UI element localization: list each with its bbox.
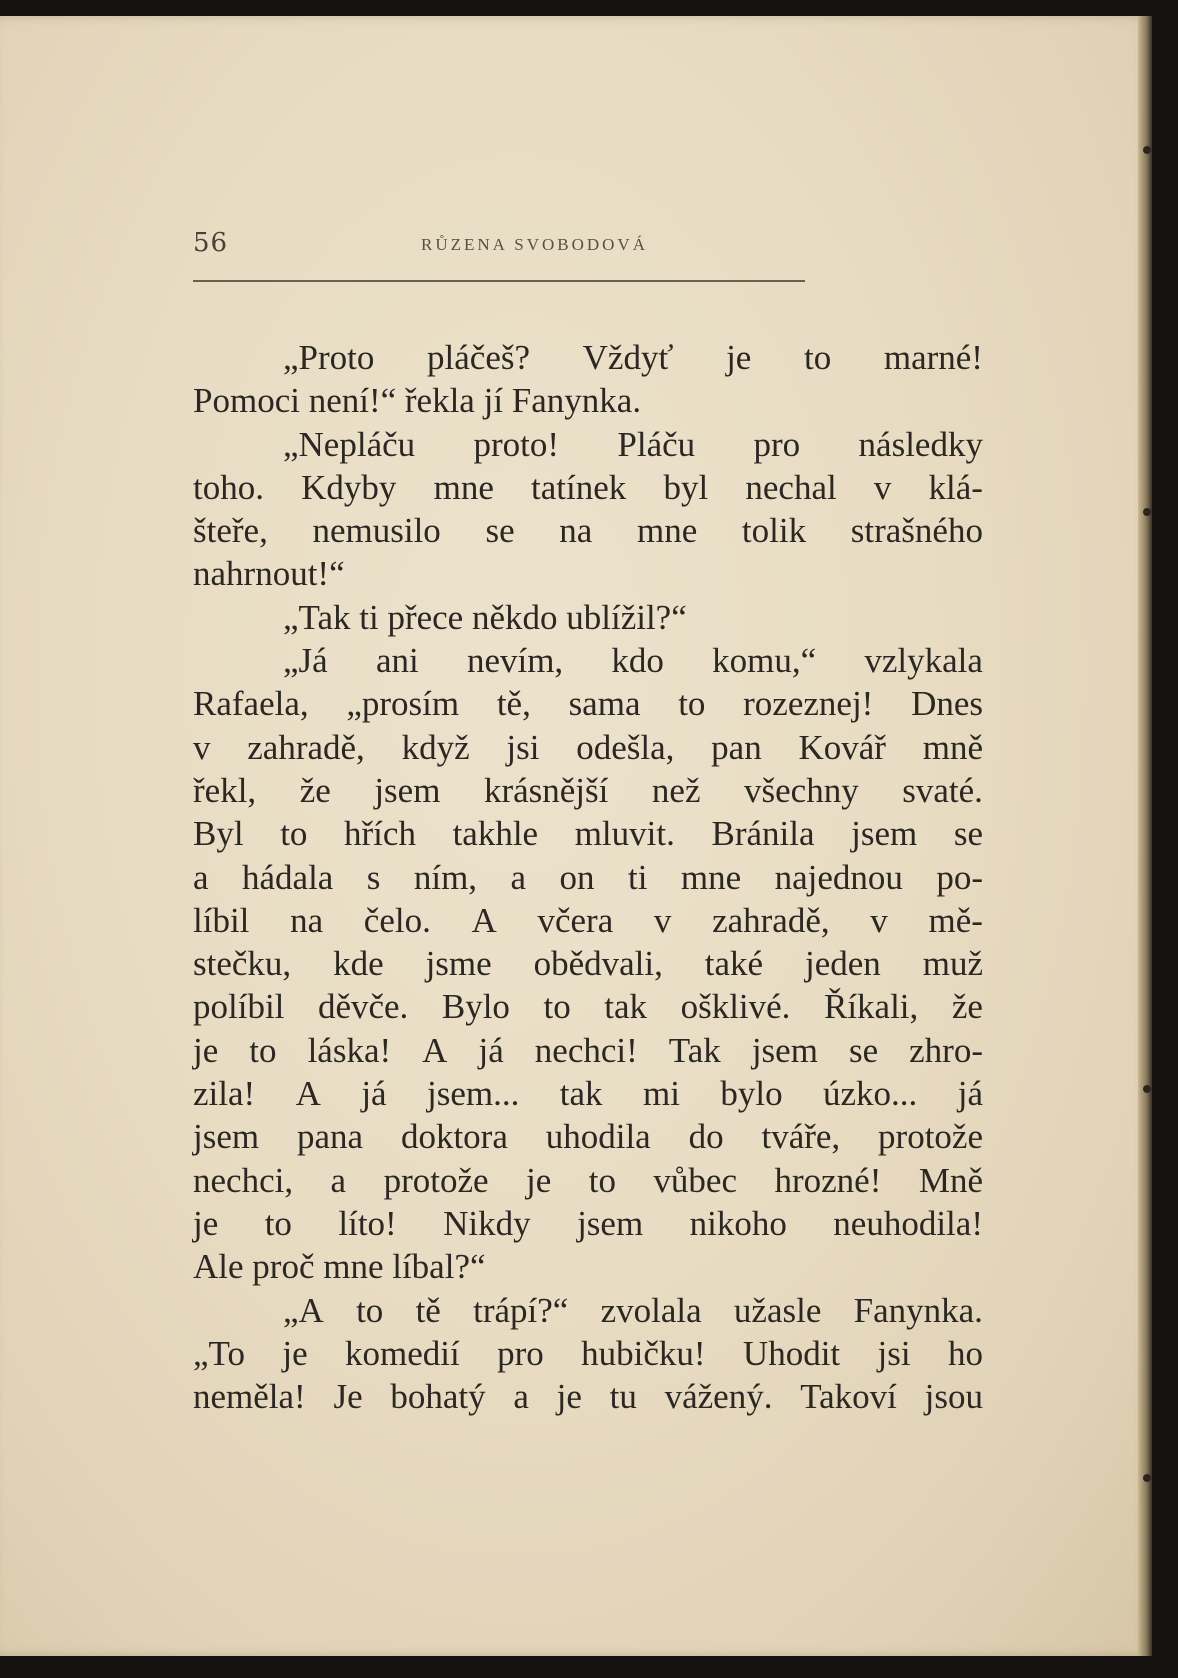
word: že [951, 987, 983, 1027]
word: to [249, 1030, 277, 1070]
word: s [366, 857, 381, 897]
word: to [264, 1203, 292, 1243]
word: Bránila [711, 814, 815, 854]
word: to [543, 987, 571, 1027]
word: takhle [452, 814, 539, 854]
text-line [193, 466, 983, 509]
word: hubičku! [581, 1333, 706, 1373]
word: neuhodila! [833, 1203, 983, 1243]
word: protože [383, 1160, 489, 1200]
word: jsem [193, 1117, 260, 1157]
word: následky [858, 424, 983, 464]
word: nikoho [689, 1203, 787, 1243]
word: A [422, 1030, 448, 1070]
word: jsem [751, 1030, 818, 1070]
word: líto! [338, 1203, 397, 1243]
word: strašného [850, 511, 983, 551]
word: krásnější [483, 770, 609, 810]
word: „To [193, 1333, 245, 1373]
word: včera [537, 900, 614, 940]
word: to [356, 1290, 384, 1330]
word: kde [333, 944, 384, 984]
word: doktora [400, 1117, 508, 1157]
word: zahradě, [712, 900, 830, 940]
word: sama [568, 684, 641, 724]
binding-mark [1143, 1474, 1151, 1482]
word: se [953, 814, 983, 854]
word: „Nepláču [283, 424, 416, 464]
text-line [193, 336, 983, 379]
word: je [193, 1203, 219, 1243]
word: on [559, 857, 595, 897]
word: než [651, 770, 701, 810]
word: nemusilo [312, 511, 441, 551]
text-line [193, 726, 983, 769]
word: se [485, 511, 515, 551]
word: hádala [242, 857, 334, 897]
word: ho [947, 1333, 983, 1373]
word: do [688, 1117, 724, 1157]
text-line: Pomoci není!“ řekla jí Fanynka. [193, 381, 642, 421]
word: uhodila [545, 1117, 651, 1157]
word: jsi [877, 1333, 911, 1373]
word: jsem... [427, 1074, 520, 1114]
text-line [193, 899, 983, 942]
word: tak [604, 987, 648, 1027]
word: jeden [805, 944, 881, 984]
word: v [653, 900, 672, 940]
word: bohatý [390, 1377, 486, 1417]
word: obědvali, [533, 944, 663, 984]
word: a [513, 1377, 529, 1417]
word: mne [680, 857, 742, 897]
word: byl [663, 467, 709, 507]
word: ani [375, 641, 419, 681]
word: klá- [928, 467, 983, 507]
word: to [588, 1160, 616, 1200]
word: svaté. [902, 770, 983, 810]
word: já [361, 1074, 387, 1114]
word: Byl [193, 814, 244, 854]
word: odešla, [576, 727, 675, 767]
word: na [290, 900, 324, 940]
word: nechci! [534, 1030, 638, 1070]
word: stečku, [193, 944, 292, 984]
word: zila! [193, 1074, 256, 1114]
word: tě [415, 1290, 441, 1330]
word: zvolala [600, 1290, 702, 1330]
word: v [873, 467, 892, 507]
binding-mark [1143, 508, 1151, 516]
word: „Já [283, 641, 328, 681]
text-line [193, 1332, 983, 1375]
word: v [193, 727, 211, 767]
word: mne [433, 467, 494, 507]
word: komu,“ [712, 641, 817, 681]
word: mluvit. [574, 814, 675, 854]
word: Fanynka. [853, 1290, 983, 1330]
body-text [193, 336, 983, 1418]
word: jsme [425, 944, 492, 984]
page-number: 56 [193, 228, 229, 258]
word: Vždyť [582, 338, 674, 377]
word: vážený. [664, 1377, 773, 1417]
text-line [193, 509, 983, 552]
word: Rafaela, [193, 684, 309, 724]
word: Tak [668, 1030, 721, 1070]
word: komedií [345, 1333, 460, 1373]
word: čelo. [363, 900, 431, 940]
word: je [282, 1333, 308, 1373]
text-line [193, 942, 983, 985]
word: toho. [193, 467, 264, 507]
word: „A [283, 1290, 324, 1330]
word: kdo [611, 641, 664, 681]
word: úzko... [823, 1074, 918, 1114]
word: užasle [733, 1290, 822, 1330]
word: jsi [506, 727, 540, 767]
binding-mark [1143, 146, 1151, 154]
word: Uhodit [742, 1333, 841, 1373]
page-gutter [1138, 16, 1152, 1656]
text-line [193, 985, 983, 1028]
word: nechal [745, 467, 837, 507]
word: pro [753, 424, 801, 464]
word: je [193, 1030, 219, 1070]
word: po- [936, 857, 983, 897]
text-line [193, 682, 983, 725]
word: zahradě, [247, 727, 365, 767]
word: vzlykala [864, 641, 983, 681]
word: pana [296, 1117, 364, 1157]
word: Je [333, 1377, 363, 1417]
text-line [193, 1202, 983, 1245]
word: ošklivé. [680, 987, 791, 1027]
text-line [193, 856, 983, 899]
word: Bylo [441, 987, 510, 1027]
text-line: Ale proč mne líbal?“ [193, 1247, 486, 1287]
word: já [957, 1074, 983, 1114]
text-line [193, 423, 983, 466]
text-line [193, 1159, 983, 1202]
word: hřích [344, 814, 416, 854]
word: najednou [774, 857, 903, 897]
word: protože [878, 1117, 983, 1157]
word: je [556, 1377, 582, 1417]
word: to [280, 814, 308, 854]
word: se [848, 1030, 879, 1070]
word: ním, [413, 857, 478, 897]
word: bylo [720, 1074, 783, 1114]
word: nechci, [193, 1160, 294, 1200]
word: ti [627, 857, 648, 897]
word: jsem [374, 770, 441, 810]
word: pláčeš? [427, 338, 531, 377]
word: je [525, 1160, 552, 1200]
word: tolik [741, 511, 807, 551]
word: muž [922, 944, 983, 984]
word: že [299, 770, 331, 810]
text-line [193, 1072, 983, 1115]
text-line: „Tak ti přece někdo ublížil?“ [283, 597, 687, 637]
word: všechny [744, 770, 859, 810]
word: hrozné! [774, 1160, 882, 1200]
text-line [193, 1289, 983, 1332]
word: tatínek [531, 467, 627, 507]
word: neměla! [193, 1377, 306, 1417]
word: proto! [473, 424, 560, 464]
word: jsou [924, 1377, 983, 1417]
word: Mně [918, 1160, 983, 1200]
word: a [193, 857, 209, 897]
word: Kdyby [301, 467, 397, 507]
word: A [471, 900, 497, 940]
word: Pláču [617, 424, 696, 464]
word: v [870, 900, 888, 940]
text-line [193, 812, 983, 855]
page-header [193, 228, 805, 284]
word: když [401, 727, 470, 767]
word: rozeznej! [743, 684, 874, 724]
word: mě- [928, 900, 983, 940]
word: Takoví [800, 1377, 897, 1417]
word: „prosím [346, 684, 460, 724]
header-rule [193, 280, 805, 282]
text-line [193, 769, 983, 812]
word: Nikdy [443, 1203, 531, 1243]
word: nevím, [466, 641, 564, 681]
word: Dnes [911, 684, 983, 724]
text-line: nahrnout!“ [193, 554, 345, 594]
word: to [803, 338, 832, 377]
word: vůbec [653, 1160, 737, 1200]
word: Říkali, [823, 987, 919, 1027]
word: mně [922, 727, 983, 767]
running-head: RŮZENA SVOBODOVÁ [421, 235, 648, 254]
word: A [295, 1074, 321, 1114]
word: Kovář [798, 727, 886, 767]
text-line [193, 1029, 983, 1072]
word: pro [497, 1333, 544, 1373]
word: jsem [577, 1203, 644, 1243]
word: děvče. [317, 987, 409, 1027]
word: jsem [851, 814, 918, 854]
word: pan [711, 727, 762, 767]
word: tváře, [761, 1117, 841, 1157]
word: a [330, 1160, 347, 1200]
word: láska! [307, 1030, 392, 1070]
word: marné! [883, 338, 983, 377]
word: líbil [193, 900, 250, 940]
word: políbil [193, 987, 285, 1027]
word: a [510, 857, 527, 897]
word: já [478, 1030, 504, 1070]
word: to [678, 684, 706, 724]
text-line [193, 1375, 983, 1418]
word: trápí?“ [473, 1290, 569, 1330]
text-line [193, 1115, 983, 1158]
word: „Proto [283, 338, 375, 377]
word: tu [609, 1377, 637, 1417]
word: také [704, 944, 764, 984]
word: na [559, 511, 593, 551]
binding-mark [1143, 1085, 1151, 1093]
word: řekl, [193, 770, 257, 810]
text-line [193, 639, 983, 682]
word: mne [636, 511, 698, 551]
word: tak [559, 1074, 603, 1114]
word: tě, [496, 684, 531, 724]
word: mi [642, 1074, 680, 1114]
word: je [726, 338, 752, 377]
word: šteře, [193, 511, 268, 551]
word: zhro- [909, 1030, 983, 1070]
